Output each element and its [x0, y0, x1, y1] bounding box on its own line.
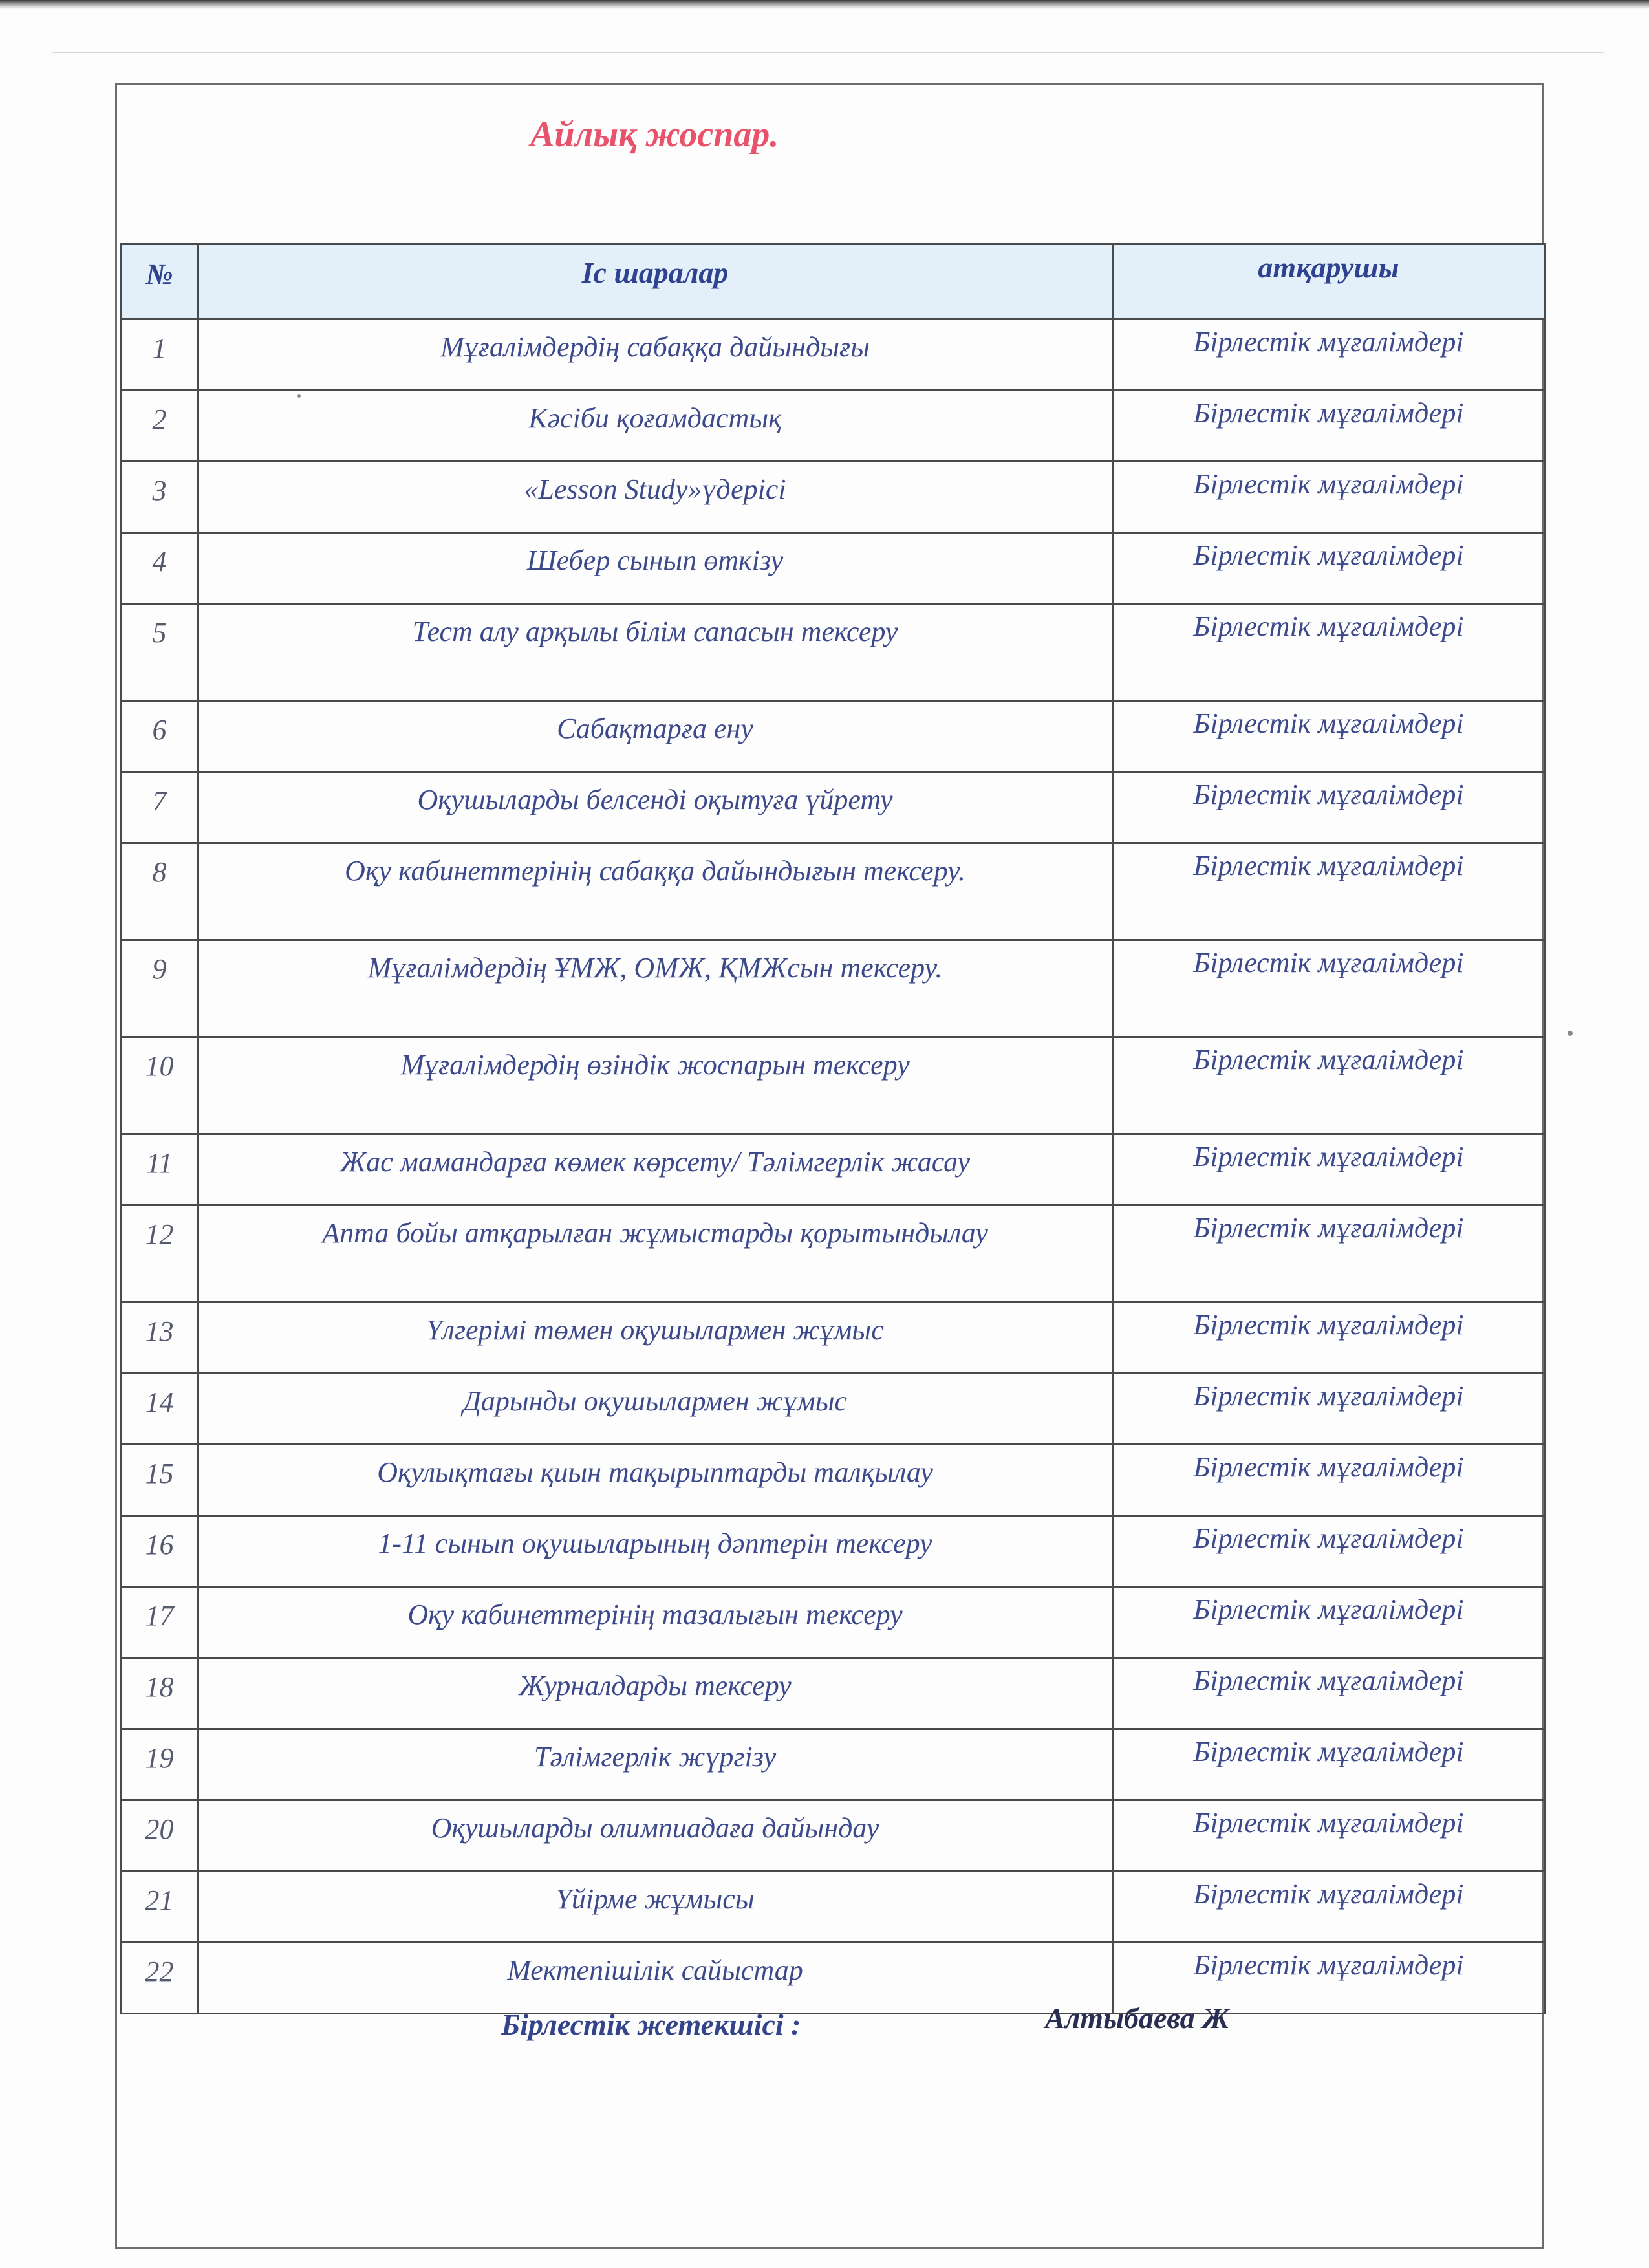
row-activity: Үлгерімі төмен оқушылармен жұмыс	[198, 1302, 1113, 1374]
row-activity: Оқу кабинеттерінің сабаққа дайындығын тексеру.	[198, 843, 1113, 940]
table-row	[122, 1658, 1545, 1729]
scan-speck	[1568, 1031, 1573, 1036]
row-number: 6	[122, 701, 198, 772]
table-row	[122, 319, 1545, 391]
table-row	[122, 462, 1545, 533]
row-number: 15	[122, 1445, 198, 1516]
row-number: 7	[122, 772, 198, 843]
table-row	[122, 940, 1545, 1037]
row-activity: Мұғалімдердің өзіндік жоспарын тексеру	[198, 1037, 1113, 1134]
row-number: 8	[122, 843, 198, 940]
row-activity: Мұғалімдердің сабаққа дайындығы	[198, 319, 1113, 391]
table-body	[122, 319, 1545, 2014]
row-executor: Бірлестік мұғалімдері	[1113, 533, 1545, 604]
row-activity: Жас мамандарға көмек көрсету/ Тәлімгерлік жасау	[198, 1134, 1113, 1205]
row-number: 9	[122, 940, 198, 1037]
row-executor: Бірлестік мұғалімдері	[1113, 462, 1545, 533]
row-executor: Бірлестік мұғалімдері	[1113, 1587, 1545, 1658]
table-row	[122, 1587, 1545, 1658]
row-number: 17	[122, 1587, 198, 1658]
plan-table	[120, 243, 1546, 2014]
table-row	[122, 1134, 1545, 1205]
row-executor: Бірлестік мұғалімдері	[1113, 1516, 1545, 1587]
row-activity: Үйірме жұмысы	[198, 1872, 1113, 1943]
row-number: 2	[122, 391, 198, 462]
scan-line	[52, 52, 1604, 53]
row-executor: Бірлестік мұғалімдері	[1113, 1302, 1545, 1374]
row-executor: Бірлестік мұғалімдері	[1113, 940, 1545, 1037]
row-activity: Мектепішілік сайыстар	[198, 1943, 1113, 2014]
row-activity: Тест алу арқылы білім сапасын тексеру	[198, 604, 1113, 701]
page-title: Айлық жоспар.	[530, 114, 779, 155]
row-activity: Тәлімгерлік жүргізу	[198, 1729, 1113, 1800]
table-row	[122, 1729, 1545, 1800]
table-row	[122, 701, 1545, 772]
row-activity: Журналдарды тексеру	[198, 1658, 1113, 1729]
table-row	[122, 1037, 1545, 1134]
row-activity: Сабақтарға ену	[198, 701, 1113, 772]
row-activity: 1-11 сынып оқушыларының дәптерін тексеру	[198, 1516, 1113, 1587]
row-activity: Оқулықтағы қиын тақырыптарды талқылау	[198, 1445, 1113, 1516]
row-executor: Бірлестік мұғалімдері	[1113, 1445, 1545, 1516]
row-number: 14	[122, 1374, 198, 1445]
row-activity: «Lesson Study»үдерісі	[198, 462, 1113, 533]
scan-speck	[297, 394, 301, 398]
row-executor: Бірлестік мұғалімдері	[1113, 1872, 1545, 1943]
row-number: 1	[122, 319, 198, 391]
table-row	[122, 604, 1545, 701]
table-row	[122, 391, 1545, 462]
row-number: 22	[122, 1943, 198, 2014]
row-number: 5	[122, 604, 198, 701]
row-executor: Бірлестік мұғалімдері	[1113, 1374, 1545, 1445]
table-row	[122, 1445, 1545, 1516]
row-number: 10	[122, 1037, 198, 1134]
row-executor: Бірлестік мұғалімдері	[1113, 1729, 1545, 1800]
row-activity: Оқу кабинеттерінің тазалығын тексеру	[198, 1587, 1113, 1658]
row-number: 18	[122, 1658, 198, 1729]
table-row	[122, 1374, 1545, 1445]
table-row	[122, 1205, 1545, 1302]
table-row	[122, 1943, 1545, 2014]
row-number: 11	[122, 1134, 198, 1205]
row-executor: Бірлестік мұғалімдері	[1113, 1943, 1545, 2014]
table-row	[122, 1872, 1545, 1943]
row-executor: Бірлестік мұғалімдері	[1113, 1205, 1545, 1302]
table-row	[122, 772, 1545, 843]
footer-label: Бірлестік жетекшісі :	[501, 2008, 801, 2041]
row-executor: Бірлестік мұғалімдері	[1113, 843, 1545, 940]
row-number: 16	[122, 1516, 198, 1587]
row-executor: Бірлестік мұғалімдері	[1113, 391, 1545, 462]
row-executor: Бірлестік мұғалімдері	[1113, 604, 1545, 701]
row-number: 21	[122, 1872, 198, 1943]
row-executor: Бірлестік мұғалімдері	[1113, 1134, 1545, 1205]
table-row	[122, 1800, 1545, 1872]
row-number: 4	[122, 533, 198, 604]
table-row	[122, 533, 1545, 604]
header-activities: Іс шаралар	[198, 244, 1113, 319]
row-executor: Бірлестік мұғалімдері	[1113, 772, 1545, 843]
row-executor: Бірлестік мұғалімдері	[1113, 1800, 1545, 1872]
header-number: №	[122, 244, 198, 319]
row-activity: Мұғалімдердің ҰМЖ, ОМЖ, ҚМЖсын тексеру.	[198, 940, 1113, 1037]
row-executor: Бірлестік мұғалімдері	[1113, 701, 1545, 772]
row-activity: Апта бойы атқарылған жұмыстарды қорытындылау	[198, 1205, 1113, 1302]
row-activity: Оқушыларды олимпиадаға дайындау	[198, 1800, 1113, 1872]
row-number: 20	[122, 1800, 198, 1872]
row-number: 3	[122, 462, 198, 533]
row-activity: Оқушыларды белсенді оқытуға үйрету	[198, 772, 1113, 843]
row-executor: Бірлестік мұғалімдері	[1113, 319, 1545, 391]
row-executor: Бірлестік мұғалімдері	[1113, 1658, 1545, 1729]
row-activity: Кәсіби қоғамдастық	[198, 391, 1113, 462]
table-row	[122, 843, 1545, 940]
row-number: 12	[122, 1205, 198, 1302]
row-activity: Дарынды оқушылармен жұмыс	[198, 1374, 1113, 1445]
row-activity: Шебер сынып өткізу	[198, 533, 1113, 604]
scan-top-edge	[0, 0, 1649, 9]
table-row	[122, 1516, 1545, 1587]
footer-signature-name: Алтыбаева Ж	[1045, 2002, 1230, 2035]
row-number: 13	[122, 1302, 198, 1374]
table-header-row	[122, 244, 1545, 319]
row-number: 19	[122, 1729, 198, 1800]
row-executor: Бірлестік мұғалімдері	[1113, 1037, 1545, 1134]
header-executor: атқарушы	[1113, 244, 1545, 319]
table-row	[122, 1302, 1545, 1374]
